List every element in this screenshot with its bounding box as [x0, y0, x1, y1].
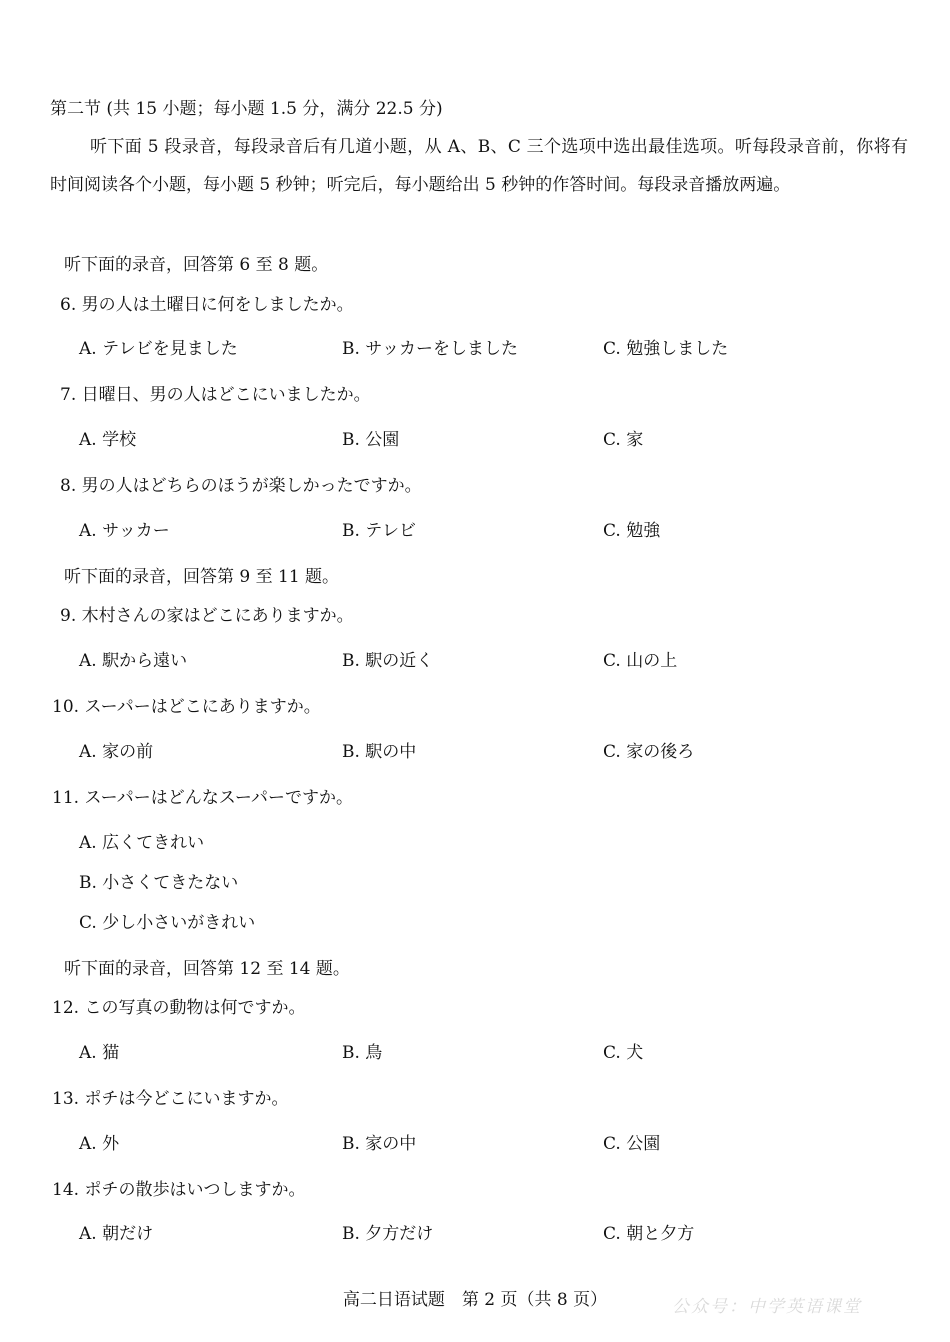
- question-11: 11. スーパーはどんなスーパーですか。: [52, 788, 354, 808]
- question-13-option-b: B. 家の中: [342, 1134, 417, 1154]
- question-10-option-b: B. 駅の中: [342, 742, 417, 762]
- section-heading: 第二节 (共 15 小题；每小题 1.5 分，满分 22.5 分): [50, 99, 443, 119]
- page-footer: 高二日语试题 第 2 页（共 8 页）: [342, 1290, 608, 1310]
- question-9-option-b: B. 駅の近く: [342, 651, 434, 671]
- question-8: 8. 男の人はどちらのほうが楽しかったですか。: [60, 476, 422, 496]
- question-6-option-a: A. テレビを見ました: [79, 339, 238, 359]
- question-12: 12. この写真の動物は何ですか。: [52, 998, 306, 1018]
- group-intro: 听下面的录音，回答第 12 至 14 题。: [64, 959, 350, 979]
- question-13: 13. ポチは今どこにいますか。: [52, 1089, 289, 1109]
- question-9-option-a: A. 駅から遠い: [79, 651, 188, 671]
- question-10-option-c: C. 家の後ろ: [603, 742, 695, 762]
- group-intro: 听下面的录音，回答第 9 至 11 题。: [64, 567, 340, 587]
- question-6-option-b: B. サッカーをしました: [342, 339, 518, 359]
- section-instructions: 听下面 5 段录音，每段录音后有几道小题，从 A、B、C 三个选项中选出最佳选项。听每段录音前，你将有时间阅读各个小题，每小题 5 秒钟；听完后，每小题给出 5 秒钟的作答时间。每段录音播放两遍。: [50, 137, 908, 195]
- watermark: 公众号：中学英语课堂: [672, 1297, 862, 1317]
- question-12-option-c: C. 犬: [603, 1043, 644, 1063]
- question-13-option-c: C. 公園: [603, 1134, 661, 1154]
- question-11-option-c: C. 少し小さいがきれい: [79, 913, 256, 933]
- question-12-option-a: A. 猫: [79, 1043, 120, 1063]
- question-10: 10. スーパーはどこにありますか。: [52, 697, 321, 717]
- question-14-option-c: C. 朝と夕方: [603, 1224, 695, 1244]
- question-7-option-b: B. 公園: [342, 430, 400, 450]
- question-14-option-a: A. 朝だけ: [79, 1224, 154, 1244]
- question-7-option-a: A. 学校: [79, 430, 137, 450]
- question-9: 9. 木村さんの家はどこにありますか。: [60, 606, 354, 626]
- question-7-option-c: C. 家: [603, 430, 644, 450]
- question-8-option-b: B. テレビ: [342, 521, 416, 541]
- question-11-option-b: B. 小さくてきたない: [79, 873, 239, 893]
- question-9-option-c: C. 山の上: [603, 651, 678, 671]
- question-10-option-a: A. 家の前: [79, 742, 154, 762]
- question-13-option-a: A. 外: [79, 1134, 120, 1154]
- question-6-option-c: C. 勉強しました: [603, 339, 729, 359]
- group-intro: 听下面的录音，回答第 6 至 8 题。: [64, 255, 329, 275]
- question-8-option-a: A. サッカー: [79, 521, 170, 541]
- question-12-option-b: B. 鳥: [342, 1043, 383, 1063]
- question-7: 7. 日曜日、男の人はどこにいましたか。: [60, 385, 371, 405]
- question-8-option-c: C. 勉強: [603, 521, 661, 541]
- question-11-option-a: A. 広くてきれい: [79, 833, 205, 853]
- question-6: 6. 男の人は土曜日に何をしましたか。: [60, 295, 354, 315]
- question-14: 14. ポチの散歩はいつしますか。: [52, 1180, 306, 1200]
- question-14-option-b: B. 夕方だけ: [342, 1224, 434, 1244]
